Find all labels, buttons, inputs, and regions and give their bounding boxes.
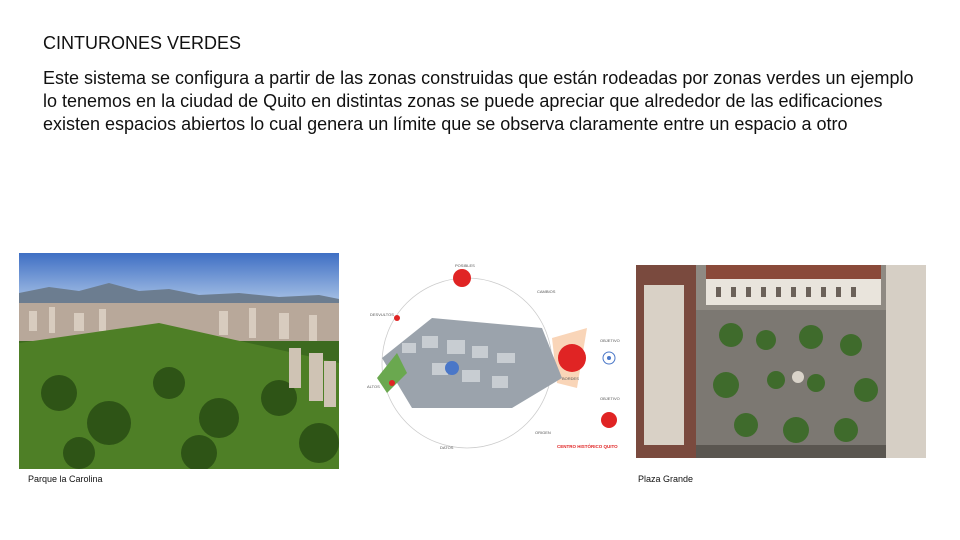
carolina-caption: Parque la Carolina	[28, 474, 103, 484]
diagram-legend-1: OBJETIVO	[600, 338, 620, 343]
slide-title: CINTURONES VERDES	[43, 33, 242, 53]
parque-la-carolina-photo	[19, 253, 339, 469]
diagram-legend-2: OBJETIVO	[600, 396, 620, 401]
diagram-footer-title: CENTRO HISTÓRICO QUITO	[557, 444, 618, 449]
diagram-label-bottom: DATOS	[440, 445, 454, 450]
diagram-label-left-bottom: ALTOS	[367, 384, 380, 389]
diagram-label-left: DESVULTOS	[370, 312, 394, 317]
park-aerial-image	[19, 253, 339, 469]
plaza-aerial-image	[636, 265, 926, 458]
diagram-graphic	[352, 258, 635, 458]
slide-body-text: Este sistema se configura a partir de las zonas construidas que están rodeadas por zonas verdes un ejemplo lo tenemos en la ciudad de Quito en distintas zonas se puede apreciar que alrededor de las edificaciones existen espacios abiertos lo cual genera un límite que se observa claramente entre un espacio a otro	[43, 68, 914, 134]
diagram-label-top-right: CAMBIOS	[537, 289, 556, 294]
diagram-label-top: POSIBLES	[455, 263, 475, 268]
diagram-label-bottom-right: ORIGEN	[535, 430, 551, 435]
plaza-grande-photo	[636, 265, 926, 458]
plaza-caption: Plaza Grande	[638, 474, 694, 484]
diagram-label-right: BORDES	[562, 376, 579, 381]
urban-diagram-image	[352, 258, 635, 458]
